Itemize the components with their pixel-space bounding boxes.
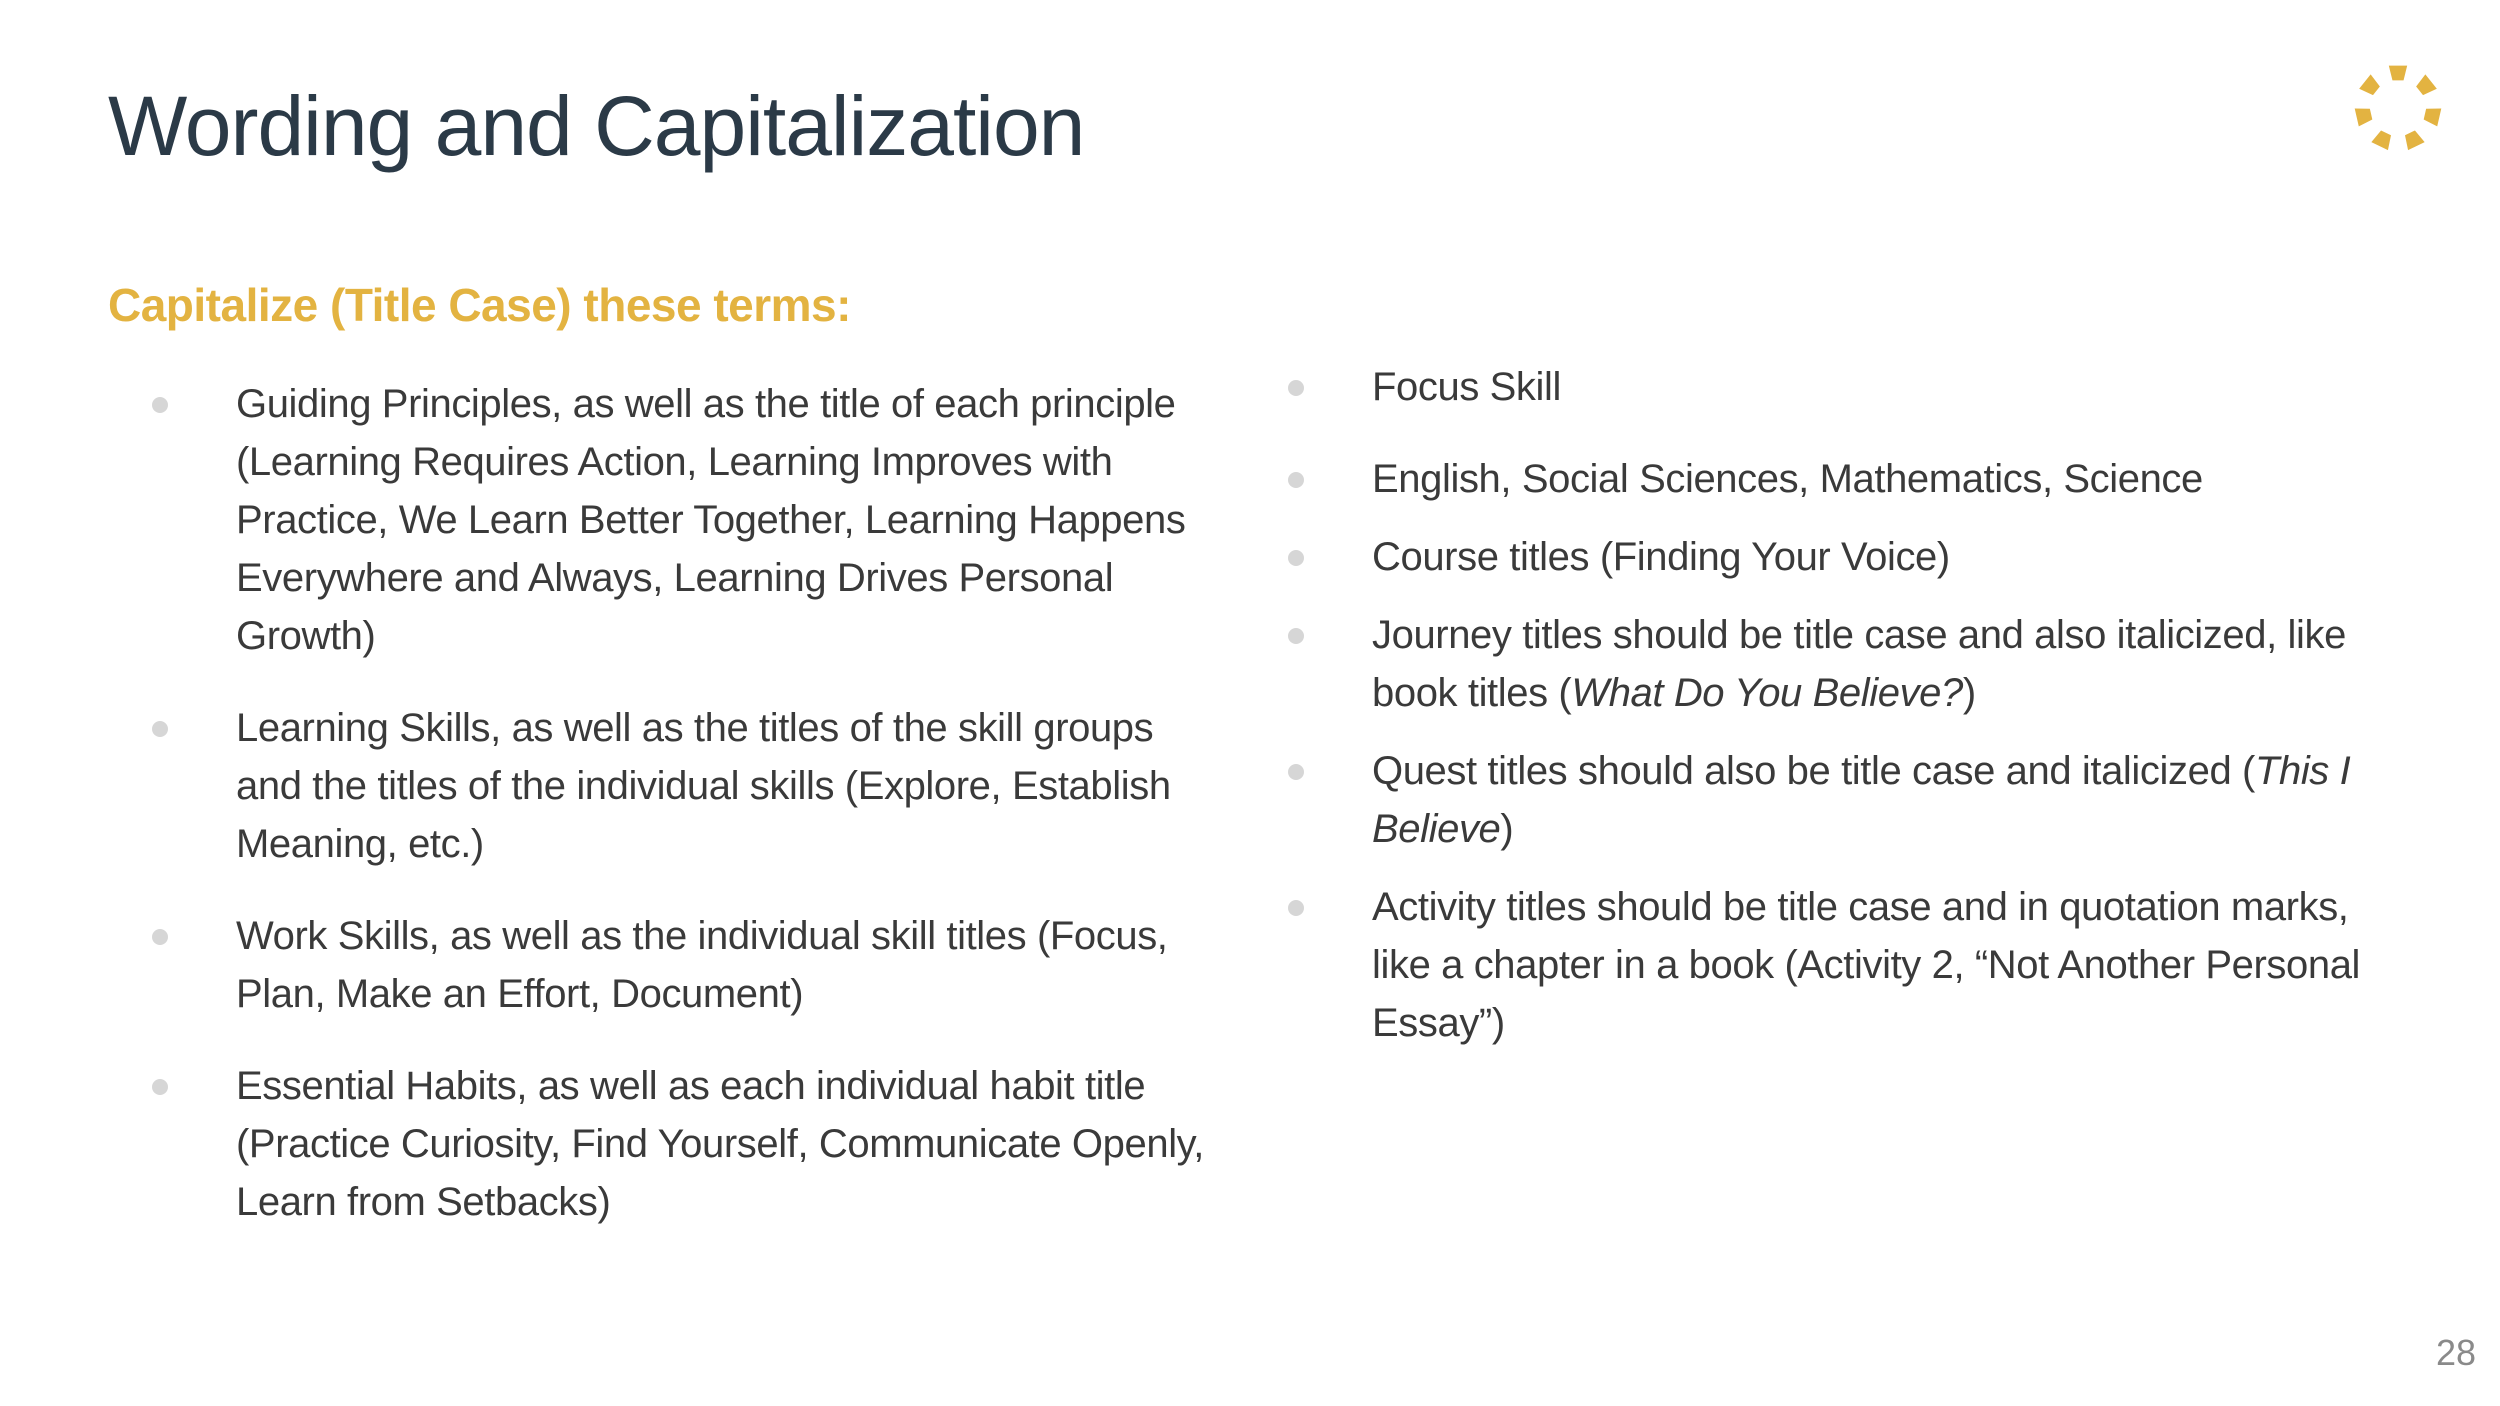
bullet-dot-icon	[152, 1079, 168, 1095]
section-subheading: Capitalize (Title Case) these terms:	[108, 279, 851, 331]
journey-text: Journey titles should be title case and also italicized, like book titles (	[1372, 613, 2346, 715]
list-item-text: Work Skills, as well as the individual skill titles (Focus, Plan, Make an Effort, Document)	[236, 914, 1168, 1016]
list-item-text	[1372, 613, 2346, 715]
list-item-text: Guiding Principles, as well as the title of each principle (Learning Requires Action, Learning Improves with Practice, We Learn Better Together, Learning Happens Everywhere and Always, Learning Drives Personal Growth)	[236, 382, 1186, 658]
bullet-dot-icon	[152, 397, 168, 413]
list-item-text: Focus Skill	[1372, 365, 1561, 409]
list-item	[1276, 878, 2396, 1052]
list-item	[140, 375, 1220, 665]
right-bullet-list	[1276, 358, 2396, 1072]
list-item-text: Course titles (Finding Your Voice)	[1372, 535, 1950, 579]
list-item	[140, 699, 1220, 873]
list-item	[1276, 528, 2396, 586]
list-item	[140, 907, 1220, 1023]
list-item	[1276, 450, 2396, 508]
slide-title: Wording and Capitalization	[108, 79, 1085, 173]
list-item-text	[1372, 749, 2350, 851]
list-item-text: Learning Skills, as well as the titles of the skill groups and the titles of the individual skills (Explore, Establish Meaning, etc.)	[236, 706, 1171, 866]
bullet-dot-icon	[1288, 764, 1304, 780]
list-item-text: Essential Habits, as well as each individual habit title (Practice Curiosity, Find Yourself, Communicate Openly, Learn from Setbacks)	[236, 1064, 1205, 1224]
bullet-dot-icon	[1288, 550, 1304, 566]
quest-text: Quest titles should also be title case and italicized (	[1372, 749, 2255, 793]
list-item	[1276, 606, 2396, 722]
list-item-text: Activity titles should be title case and in quotation marks, like a chapter in a book (Activity 2, “Not Another Personal Essay”)	[1372, 885, 2361, 1045]
list-item	[1276, 742, 2396, 858]
sunburst-logo-icon	[2352, 62, 2444, 154]
journey-example-title: What Do You Believe?	[1571, 671, 1963, 715]
bullet-dot-icon	[152, 721, 168, 737]
quest-end: )	[1500, 807, 1514, 851]
left-bullet-list	[140, 375, 1220, 1265]
list-item	[1276, 358, 2396, 416]
bullet-dot-icon	[152, 929, 168, 945]
quest-example-title: This I Believe	[1372, 749, 2351, 851]
bullet-dot-icon	[1288, 900, 1304, 916]
list-item-text: English, Social Sciences, Mathematics, Science	[1372, 457, 2203, 501]
bullet-dot-icon	[1288, 380, 1304, 396]
journey-end: )	[1962, 671, 1976, 715]
list-item	[140, 1057, 1220, 1231]
bullet-dot-icon	[1288, 628, 1304, 644]
bullet-dot-icon	[1288, 472, 1304, 488]
page-number: 28	[2435, 1332, 2476, 1373]
